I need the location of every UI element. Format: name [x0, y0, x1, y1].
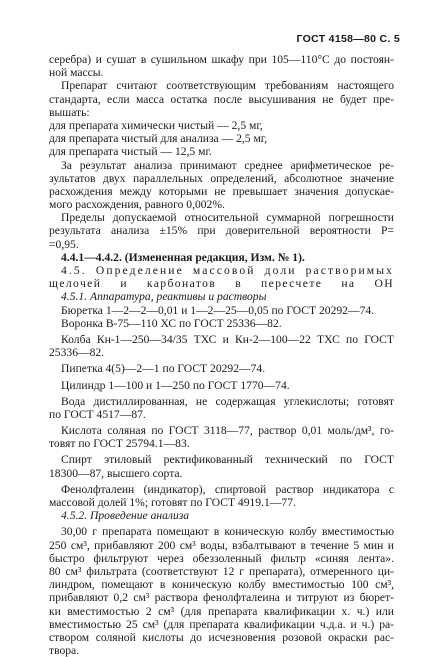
text-line: прибавляют 0,2 см³ раствора фенолфталеина и титруют из бюрет-: [49, 591, 394, 605]
text-line: Воронка В-75—110 ХС по ГОСТ 25336—82.: [61, 316, 282, 330]
text-line: для препарата химически чистый — 2,5 мг,: [49, 118, 263, 132]
text-line: мого расхождения, равного 0,002%.: [49, 198, 225, 212]
text-line: Кислота соляная по ГОСТ 3118—77, раствор 0,01 моль/дм³, го-: [61, 424, 394, 438]
text-line: 80 см³ фильтрата (соответствуют 12 г препарата), отмеренного ци-: [49, 564, 394, 578]
text-line: расхождения между которыми не превышает значения допускае-: [49, 184, 394, 198]
text-line: 4.5.1. Аппаратура, реактивы и растворы: [61, 290, 267, 304]
text-line: Спирт этиловый ректификованный технический по ГОСТ: [61, 453, 394, 467]
text-line: массовой долей 1%; готовят по ГОСТ 4919.1—77.: [49, 496, 296, 509]
page-header: ГОСТ 4158—80 С. 5: [296, 33, 400, 45]
document-body: [49, 53, 394, 657]
text-line: 250 см³, прибавляют 200 см³ воды, взбалтывают в течение 5 мин и: [49, 538, 394, 552]
text-line: вышать:: [49, 105, 90, 119]
text-line: зультатов двух параллельных определений, абсолютное значение: [49, 171, 394, 185]
text-line: 30,00 г препарата помещают в коническую колбу вместимостью: [61, 525, 394, 539]
text-line: Колба Кн-1—250—34/35 ТХС и Кн-2—100—22 ТХС по ГОСТ: [61, 332, 394, 346]
text-line: Пипетка 4(5)—2—1 по ГОСТ 20292—74.: [61, 362, 266, 376]
text-line: линдром, помещают в коническую колбу вместимостью 100 см³,: [49, 578, 394, 592]
text-line: быстро фильтруют через обеззоленный фильтр «синяя лента».: [49, 551, 394, 565]
text-line: 4.5. Определение массовой доли растворимых: [61, 264, 394, 277]
text-line: для препарата чистый — 12,5 мг.: [49, 145, 212, 159]
text-line: щелочей и карбонатов в пересчете на ОН: [49, 277, 394, 291]
text-line: Пределы допускаемой относительной суммарной погрешности: [61, 211, 394, 225]
text-line: Фенолфталеин (индикатор), спиртовой раствор индикатора с: [61, 482, 394, 496]
text-line: ки вместимостью 2 см³ (для препарата квалификации х. ч.) или: [49, 604, 394, 618]
text-line: ной массы.: [49, 66, 104, 80]
text-line: Препарат считают соответствующим требованиям настоящего: [61, 79, 394, 93]
text-line: Вода дистиллированная, не содержащая углекислоты; готовят: [61, 394, 394, 408]
text-line: 18300—87, высшего сорта.: [49, 466, 183, 480]
text-line: =0,95.: [49, 237, 79, 251]
text-line: Бюретка 1—2—2—0,01 и 1—2—25—0,05 по ГОСТ 20292—74.: [61, 303, 375, 317]
text-line: результата анализа ±15% при доверительной вероятности P=: [49, 224, 394, 238]
text-line: 4.4.1—4.4.2. (Измененная редакция, Изм. № 1).: [61, 250, 305, 264]
text-line: За результат анализа принимают среднее арифметическое ре-: [61, 158, 394, 172]
text-line: вместимостью 25 см³ (для препарата квалификации ч.д.а. и ч.) ра-: [49, 617, 394, 631]
text-line: по ГОСТ 4517—87.: [49, 407, 146, 421]
text-line: для препарата чистый для анализа — 2,5 мг,: [49, 132, 268, 146]
text-line: стандарта, если масса остатка после высушивания не будет пре-: [49, 92, 394, 106]
text-line: 25336—82.: [49, 346, 105, 360]
text-line: створом соляной кислоты до исчезновения розовой окраски рас-: [49, 630, 394, 644]
text-line: твора.: [49, 644, 80, 657]
text-line: товят по ГОСТ 25794.1—83.: [49, 437, 190, 451]
text-line: Цилиндр 1—100 и 1—250 по ГОСТ 1770—74.: [61, 378, 290, 392]
text-line: серебра) и сушат в сушильном шкафу при 105—110°С до постоян-: [49, 53, 394, 66]
text-line: 4.5.2. Проведение анализа: [61, 509, 190, 523]
